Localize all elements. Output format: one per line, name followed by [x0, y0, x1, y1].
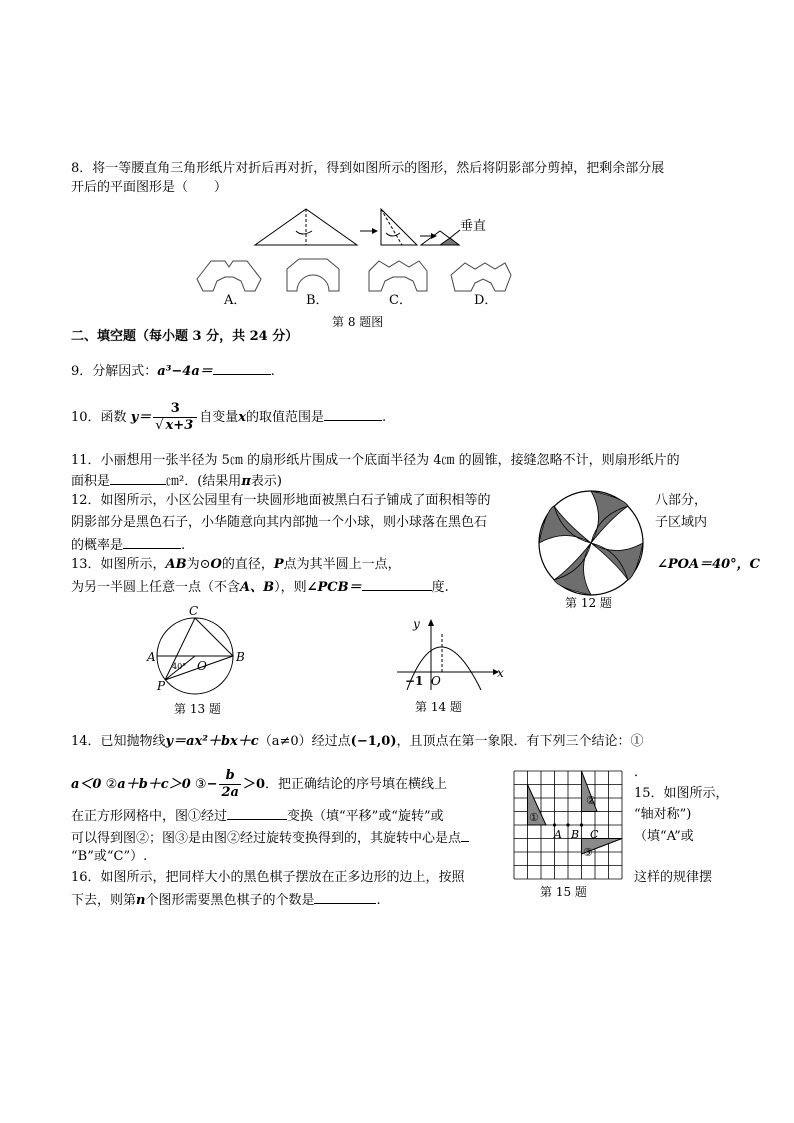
q14-expr: y＝ax²＋bx＋c: [165, 734, 259, 749]
q13-line2-a: 为另一半圆上任意一点（不含: [71, 580, 241, 595]
q13-angle: ∠PCB＝: [306, 580, 362, 595]
q14-line1-a: 14．已知抛物线: [71, 734, 166, 749]
q15-line1: [71, 806, 444, 826]
q15-label-a: A: [554, 828, 562, 841]
q8-option-b: B．: [306, 293, 329, 308]
q9-suffix: .: [270, 364, 275, 379]
q14-dot: ．: [634, 765, 648, 780]
q14-caption: 第 14 题: [415, 700, 462, 714]
q9-expr: a³−4a＝: [157, 364, 213, 379]
q15-label-3: ③: [583, 846, 593, 859]
q15-line2-a: 可以得到图②；图③是由图②经过旋转变换得到的，其旋转中心是点: [71, 831, 462, 846]
q10-fraction: $\frac{3}{√ x+3}$: [153, 401, 197, 434]
q13-line2: [71, 577, 449, 597]
q13-line2-ab: A、B: [240, 580, 275, 595]
q10-after2: 的取值范围是: [246, 410, 325, 425]
q13-p: P: [273, 557, 284, 572]
q14-parabola-figure: [395, 614, 505, 694]
q13-line1-d: 点为其半圆上一点，: [283, 557, 401, 572]
q12-pinwheel-circle: [536, 488, 646, 598]
q14-line2-end: ．把正确结论的序号填在横线上: [264, 777, 447, 792]
q8-caption: 第 8 题图: [332, 315, 384, 329]
q15-label-c: C: [590, 828, 599, 841]
q15-answer-blank-1[interactable]: [227, 806, 287, 820]
q13-label-o: O: [197, 659, 207, 673]
q13-label-c: C: [189, 604, 199, 618]
q15-grid-figure: [513, 770, 625, 882]
q16-n: n: [136, 893, 146, 908]
q12-line2: 阴影部分是黑色石子，小华随意向其内部抛一个小球，则小球落在黑色石: [71, 515, 488, 530]
q10-den: x+3: [165, 418, 194, 433]
q8-option-c: C．: [389, 293, 412, 308]
q15-answer-blank-2[interactable]: [461, 828, 469, 842]
q10-answer-blank[interactable]: [324, 407, 382, 421]
q16-line2-a: 下去，则第: [71, 893, 137, 908]
q13-line1-a: 13．如图所示，: [71, 557, 166, 572]
q9-answer-blank[interactable]: [213, 361, 271, 375]
q14-label-y: y: [413, 617, 420, 631]
q12-line1: 12．如图所示，小区公园里有一块圆形地面被黑白石子铺成了面积相等的: [71, 493, 491, 508]
q13-caption: 第 13 题: [174, 702, 221, 716]
q12-line2-right: 子区域内: [655, 515, 708, 530]
q10: [71, 398, 386, 438]
q10-prefix: 10．函数: [71, 410, 127, 425]
q14-line2: [71, 766, 447, 804]
q13-right: ∠POA＝40°，C: [657, 557, 761, 572]
q14-line1-b: 经过点: [311, 734, 351, 749]
q13-circle-figure: [145, 604, 255, 696]
q10-y: y＝: [130, 410, 152, 425]
q14-line1: [71, 733, 644, 751]
q15-right1: 15．如图所示，: [634, 786, 729, 801]
q12-answer-blank[interactable]: [123, 535, 181, 549]
q8-line2: 开后的平面图形是（ ）: [71, 180, 228, 195]
q15-right2: “轴对称”): [634, 807, 692, 822]
q13-label-b: B: [236, 650, 245, 664]
q14-c3-label: ③: [194, 777, 207, 792]
q14-c2: a＋b＋c＞0: [117, 777, 191, 792]
q13-label-p: P: [157, 679, 166, 693]
q15-label-1: ①: [529, 811, 539, 824]
q8-option-a: A．: [224, 293, 247, 308]
q15-right3: （填“A”或: [634, 829, 694, 844]
q11-line2-prefix: 面积是: [71, 474, 111, 489]
q14-label-origin: O: [431, 674, 441, 688]
q14-c2-label: ②: [105, 777, 118, 792]
q8-options-shapes: [195, 255, 525, 295]
q16-answer-blank[interactable]: [314, 890, 376, 904]
q14-c3-gt: ＞0: [242, 777, 265, 792]
q15-line1-a: 在正方形网格中，图①经过: [71, 809, 228, 824]
q16-line2: [71, 890, 381, 910]
q11-answer-blank[interactable]: [110, 471, 166, 485]
q14-cond: （a≠0）: [258, 734, 312, 749]
q15-line2: [71, 828, 469, 848]
q12-line3: [71, 535, 185, 555]
q10-suffix: .: [382, 410, 387, 425]
q10-after: 自变量: [199, 410, 239, 425]
q14-c3-minus: −: [206, 777, 218, 792]
q11-line2-suffix: ㎝²．(结果用: [166, 474, 242, 489]
q14-line1-c: ，且顶点在第一象限．有下列三个结论：①: [396, 734, 644, 749]
q13-o: O: [210, 557, 222, 572]
q11-line2: [71, 471, 282, 491]
q12-line3-suffix: .: [181, 538, 186, 553]
q14-c3-num: b: [219, 768, 240, 785]
q14-c3-den: 2a: [221, 785, 239, 800]
q15-caption: 第 15 题: [540, 885, 587, 899]
q9-prefix: 9．分解因式：: [71, 364, 158, 379]
q14-label-x: x: [497, 666, 504, 680]
q10-num: 3: [153, 401, 197, 418]
q13-answer-blank[interactable]: [362, 577, 432, 591]
q13-label-angle: 40°: [172, 662, 187, 671]
q15-label-2: ②: [586, 794, 596, 807]
q16-line2-end: .: [376, 893, 381, 908]
q14-point: (−1,0): [350, 734, 397, 749]
q13-line1: [71, 556, 401, 574]
q9: [71, 361, 275, 381]
q11-line1: 11．小丽想用一张半径为 5㎝ 的扇形纸片围成一个底面半径为 4㎝ 的圆锥，接缝忽略不计，则扇形纸片的: [71, 453, 680, 468]
q11-pi: π: [241, 474, 251, 489]
q12-caption: 第 12 题: [565, 596, 612, 610]
q16-line1: 16．如图所示，把同样大小的黑色棋子摆放在正多边形的边上，按照: [71, 870, 465, 885]
q14-c3-fraction: [219, 768, 240, 801]
q8-option-d: D．: [474, 293, 498, 308]
q13-line2-c: 度.: [431, 580, 449, 595]
q8-line1: 8．将一等腰直角三角形纸片对折后再对折，得到如图所示的图形，然后将阴影部分剪掉，把剩余部分展: [71, 161, 665, 176]
q13-ab: AB: [165, 557, 187, 572]
q8-vertical-label: 垂直: [460, 219, 487, 234]
q13-line1-c: 的直径，: [221, 557, 274, 572]
q14-c1: a＜0: [71, 777, 102, 792]
q14-label-minus1: −1: [405, 674, 424, 688]
q11-line2-end: 表示): [250, 474, 282, 489]
q12-line3-prefix: 的概率是: [71, 538, 124, 553]
q15-line3: “B”或“C”）.: [71, 849, 148, 864]
q13-line2-b: ），则: [274, 580, 307, 595]
q10-var: x: [238, 410, 247, 425]
section2-title: 二、填空题（每小题 3 分，共 24 分）: [71, 329, 299, 344]
q15-line1-b: 变换（填“平移”或“旋转”或: [287, 809, 444, 824]
q16-line2-b: 个图形需要黑色棋子的个数是: [145, 893, 315, 908]
q13-line1-b: 为⊙: [186, 557, 211, 572]
q13-label-a: A: [147, 650, 156, 664]
q12-line1-right: 八部分，: [655, 493, 708, 508]
q16-right: 这样的规律摆: [634, 870, 713, 885]
q15-label-b: B: [571, 828, 580, 841]
